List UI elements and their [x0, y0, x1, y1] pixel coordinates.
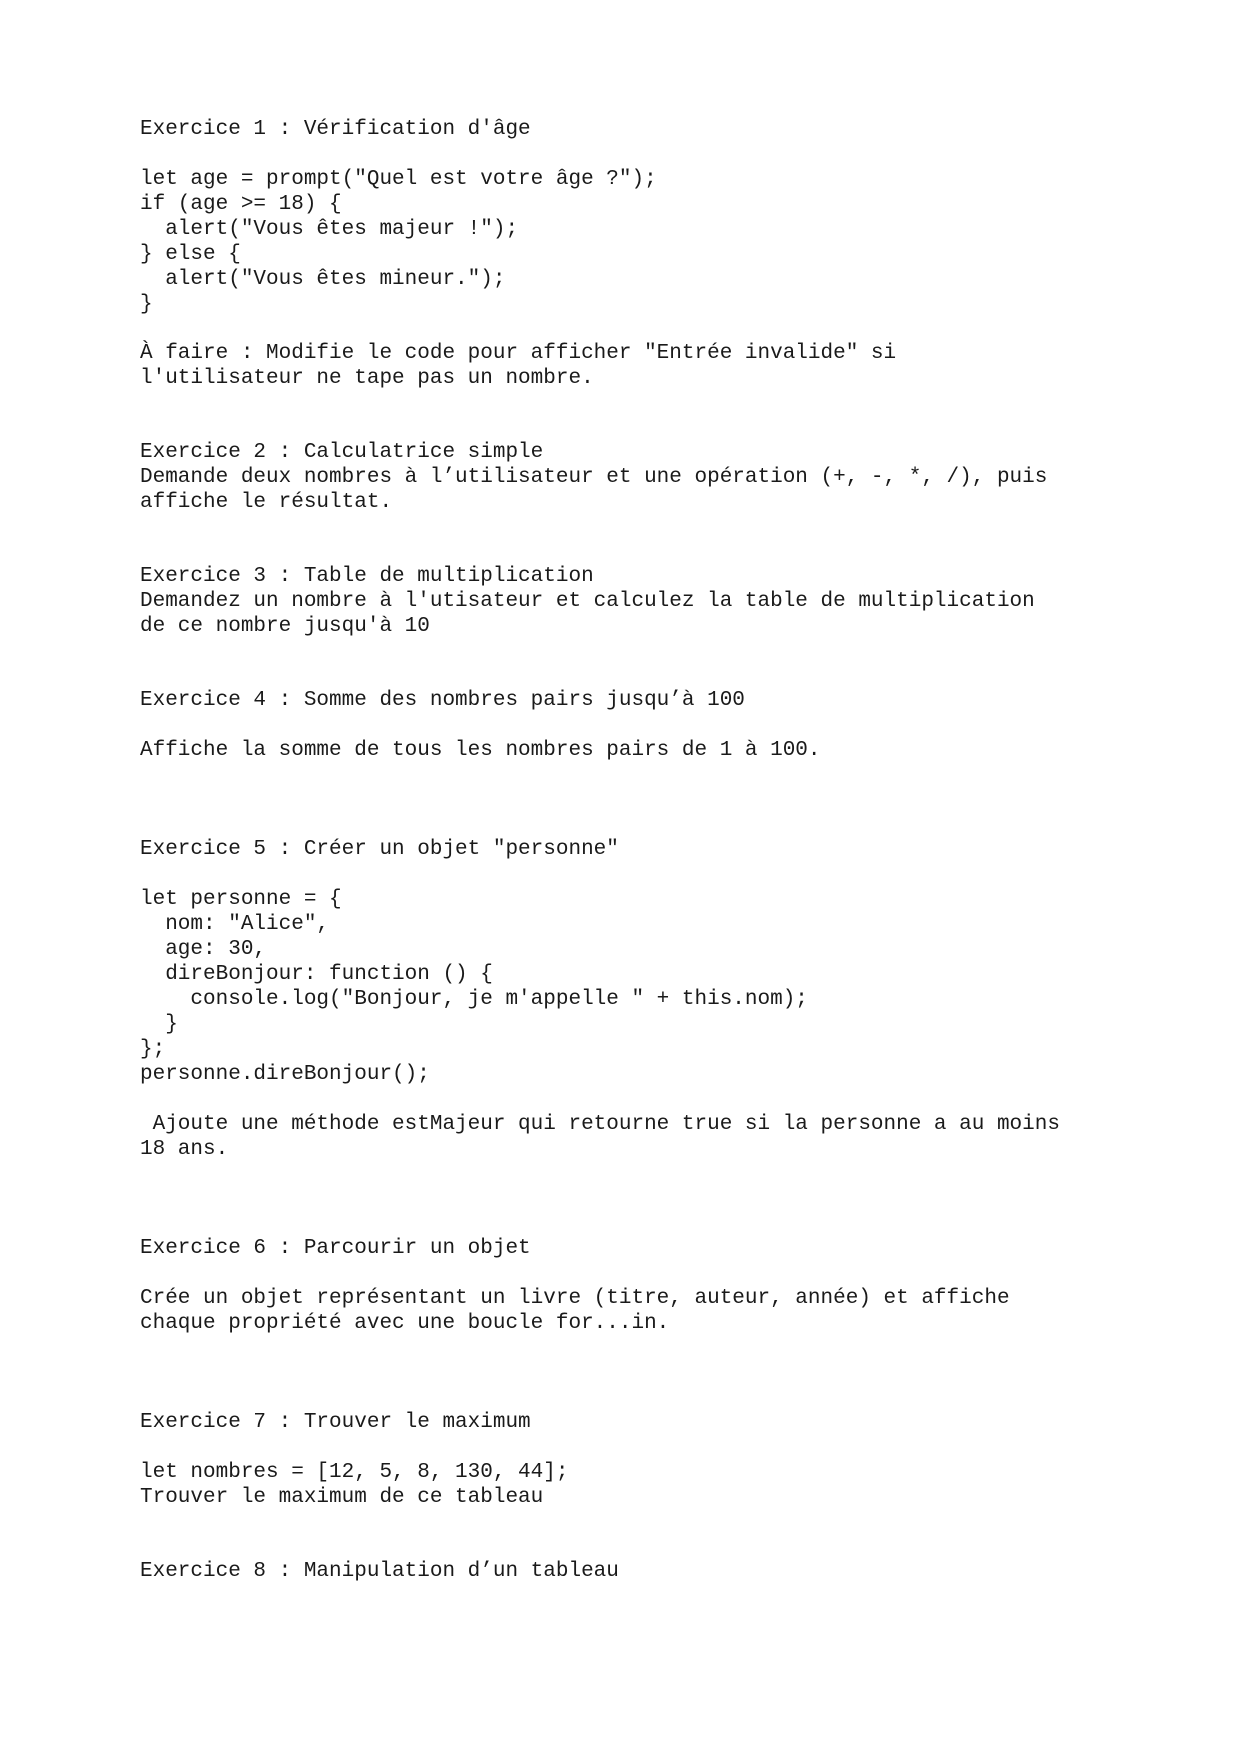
exercise-7-description: Trouver le maximum de ce tableau — [140, 1486, 544, 1509]
exercise-5-task: Ajoute une méthode estMajeur qui retourne true si la personne a au moins — [140, 1113, 1060, 1136]
exercise-3-description: Demandez un nombre à l'utisateur et calculez la table de multiplication — [140, 590, 1035, 613]
exercise-4-description: Affiche la somme de tous les nombres pairs de 1 à 100. — [140, 739, 821, 762]
exercise-5-task: 18 ans. — [140, 1138, 229, 1161]
exercise-1-title: Exercice 1 : Vérification d'âge — [140, 118, 531, 141]
exercise-3-title: Exercice 3 : Table de multiplication — [140, 565, 594, 588]
exercise-1-code-line: alert("Vous êtes mineur."); — [140, 268, 506, 291]
exercise-1-code-line: } — [140, 293, 153, 316]
exercise-5-code-line: } — [140, 1013, 178, 1036]
exercise-5-title: Exercice 5 : Créer un objet "personne" — [140, 838, 619, 861]
exercise-1-code-line: if (age >= 18) { — [140, 193, 342, 216]
exercise-1-code-line: alert("Vous êtes majeur !"); — [140, 218, 519, 241]
exercise-1-task: l'utilisateur ne tape pas un nombre. — [140, 367, 594, 390]
exercise-6-description: Crée un objet représentant un livre (titre, auteur, année) et affiche — [140, 1287, 1010, 1310]
exercise-5-code-line: console.log("Bonjour, je m'appelle " + this.nom); — [140, 988, 808, 1011]
exercise-1-task: À faire : Modifie le code pour afficher "Entrée invalide" si — [140, 342, 897, 365]
exercise-5-code-line: nom: "Alice", — [140, 913, 330, 936]
exercise-1-code-line: } else { — [140, 243, 241, 266]
exercise-3-description: de ce nombre jusqu'à 10 — [140, 615, 430, 638]
exercise-2-description: Demande deux nombres à l’utilisateur et une opération (+, -, *, /), puis — [140, 466, 1048, 489]
exercise-2-description: affiche le résultat. — [140, 491, 393, 514]
exercise-8-title: Exercice 8 : Manipulation d’un tableau — [140, 1560, 619, 1583]
exercise-5-code-line: age: 30, — [140, 938, 267, 961]
exercise-7-title: Exercice 7 : Trouver le maximum — [140, 1411, 531, 1434]
exercise-6-title: Exercice 6 : Parcourir un objet — [140, 1237, 531, 1260]
exercise-5-code-line: }; — [140, 1038, 166, 1061]
exercise-2-title: Exercice 2 : Calculatrice simple — [140, 441, 544, 464]
exercise-7-code-line: let nombres = [12, 5, 8, 130, 44]; — [140, 1461, 569, 1484]
exercise-1-code-line: let age = prompt("Quel est votre âge ?"); — [140, 168, 657, 191]
exercise-5-code-line: personne.direBonjour(); — [140, 1063, 430, 1086]
exercise-5-code-line: let personne = { — [140, 888, 342, 911]
exercise-4-title: Exercice 4 : Somme des nombres pairs jusqu’à 100 — [140, 689, 745, 712]
exercise-6-description: chaque propriété avec une boucle for...in. — [140, 1312, 670, 1335]
exercise-5-code-line: direBonjour: function () { — [140, 963, 493, 986]
